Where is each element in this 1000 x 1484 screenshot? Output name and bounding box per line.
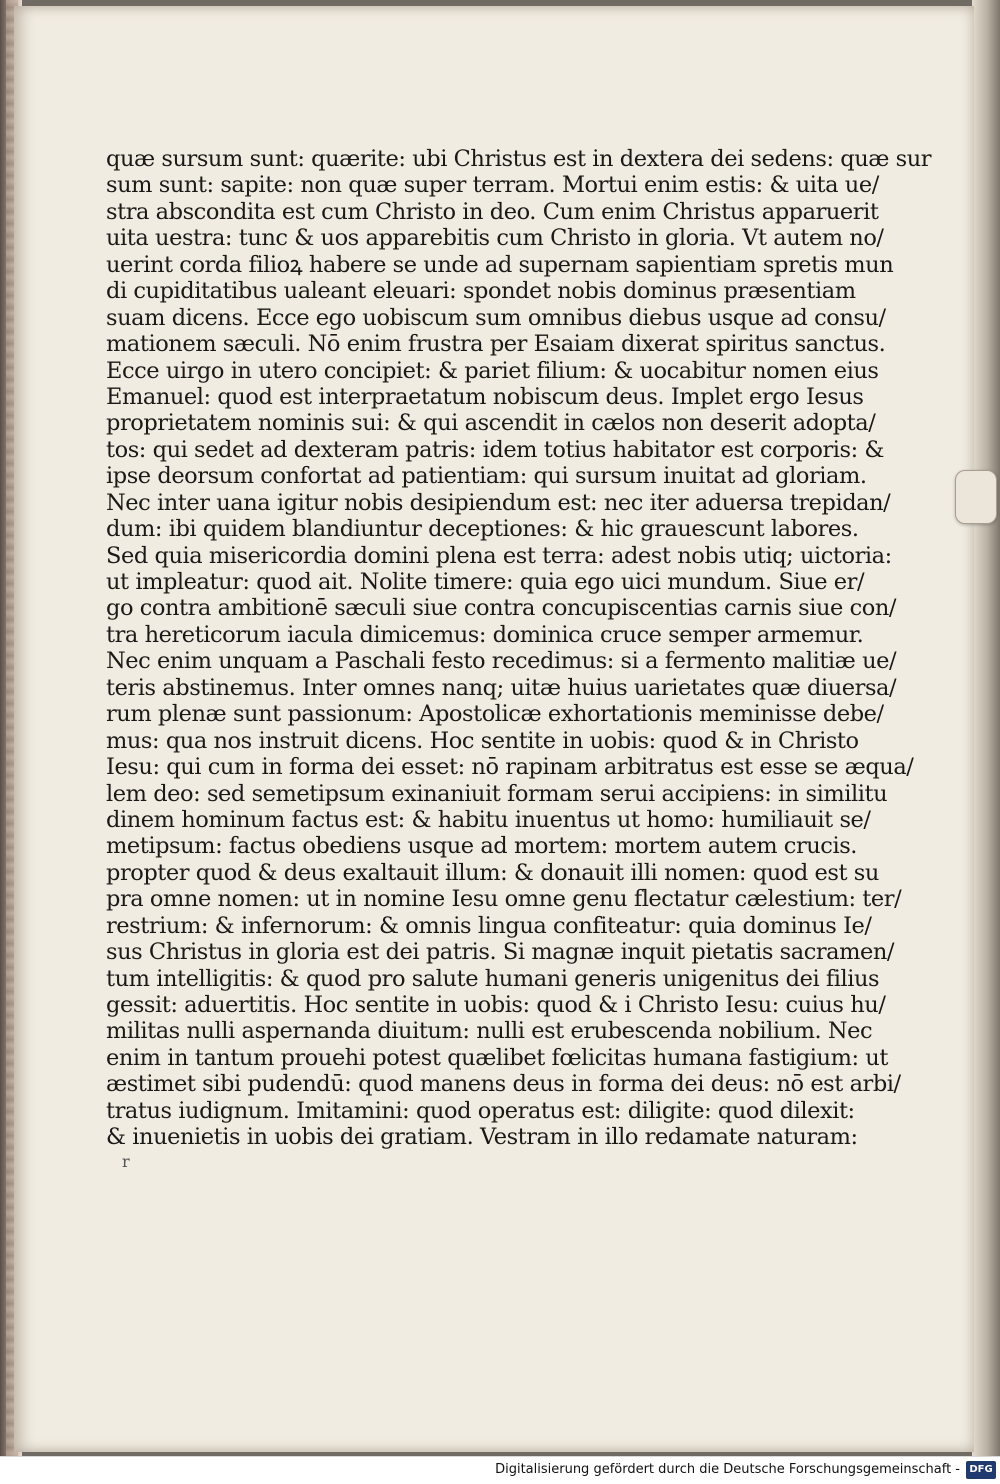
text-line: go contra ambitionē sæculi siue contra concupiscentias carnis siue con/ bbox=[106, 595, 896, 622]
text-line: proprietatem nominis sui: & qui ascendit in cælos non deserit adopta/ bbox=[106, 410, 876, 437]
text-line: tra hereticorum iacula dimicemus: dominica cruce semper armemur. bbox=[106, 621, 864, 648]
text-line: Sed quia misericordia domini plena est terra: adest nobis utiq; uictoria: bbox=[106, 542, 892, 569]
funding-credit-text: Digitalisierung gefördert durch die Deutsche Forschungsgemeinschaft - bbox=[495, 1462, 960, 1477]
text-line: tum intelligitis: & quod pro salute humani generis unigenitus dei filius bbox=[106, 965, 880, 992]
text-line: dinem hominum factus est: & habitu inuentus ut homo: humiliauit se/ bbox=[106, 806, 871, 833]
text-line: Nec enim unquam a Paschali festo recedimus: si a fermento malitiæ ue/ bbox=[106, 648, 897, 675]
text-line: & inuenietis in uobis dei gratiam. Vestram in illo redamate naturam: bbox=[106, 1124, 858, 1151]
text-line: rum plenæ sunt passionum: Apostolicæ exhortationis meminisse debe/ bbox=[106, 701, 884, 728]
text-line: stra abscondita est cum Christo in deo. Cum enim Christus apparuerit bbox=[106, 198, 879, 225]
text-line: propter quod & deus exaltauit illum: & donauit illi nomen: quod est su bbox=[106, 859, 879, 886]
text-line: æstimet sibi pudendū: quod manens deus in forma dei deus: nō est arbi/ bbox=[106, 1071, 901, 1098]
text-line: teris abstinemus. Inter omnes nanq; uitæ huius uarietates quæ diuersa/ bbox=[106, 674, 897, 701]
text-line: lem deo: sed semetipsum exinaniuit formam serui accipiens: in similitu bbox=[106, 780, 888, 807]
dfg-logo: DFG bbox=[966, 1461, 996, 1479]
text-line: uerint corda filioꝝ habere se unde ad supernam sapientiam spretis mun bbox=[106, 251, 894, 278]
text-line: sum sunt: sapite: non quæ super terram. Mortui enim estis: & uita ue/ bbox=[106, 172, 879, 199]
text-line: di cupiditatibus ualeant eleuari: spondet nobis dominus præsentiam bbox=[106, 278, 856, 305]
text-line: mus: qua nos instruit dicens. Hoc sentite in uobis: quod & in Christo bbox=[106, 727, 859, 754]
text-line: sus Christus in gloria est dei patris. Si magnæ inquit pietatis sacramen/ bbox=[106, 939, 895, 966]
text-line: tratus iudignum. Imitamini: quod operatus est: diligite: quod dilexit: bbox=[106, 1097, 855, 1124]
text-line: militas nulli aspernanda diuitum: nulli est erubescenda nobilium. Nec bbox=[106, 1018, 873, 1045]
text-line: tos: qui sedet ad dexteram patris: idem totius habitator est corporis: & bbox=[106, 436, 885, 463]
text-line: enim in tantum prouehi potest quælibet fœlicitas humana fastigium: ut bbox=[106, 1044, 888, 1071]
text-line: pra omne nomen: ut in nomine Iesu omne genu flectatur cælestium: ter/ bbox=[106, 886, 902, 913]
text-line: gessit: aduertitis. Hoc sentite in uobis: quod & i Christo Iesu: cuius hu/ bbox=[106, 992, 886, 1018]
incunable-text-block bbox=[106, 146, 932, 1151]
text-line: mationem sæculi. Nō enim frustra per Esaiam dixerat spiritus sanctus. bbox=[106, 331, 886, 358]
text-line: quæ sursum sunt: quærite: ubi Christus est in dextera dei sedens: quæ sur bbox=[106, 146, 932, 172]
book-fore-edge bbox=[972, 0, 1000, 1483]
text-line: restrium: & infernorum: & omnis lingua confiteatur: quia dominus Ie/ bbox=[106, 912, 872, 939]
digitization-footer bbox=[0, 1456, 1000, 1484]
text-line: Emanuel: quod est interpraetatum nobiscum deus. Implet ergo Iesus bbox=[106, 383, 864, 410]
text-line: ipse deorsum confortat ad patientiam: qui sursum inuitat ad gloriam. bbox=[106, 463, 867, 490]
text-line: metipsum: factus obediens usque ad mortem: mortem autem crucis. bbox=[106, 833, 857, 860]
page-tab-marker bbox=[955, 470, 997, 524]
text-line: suam dicens. Ecce ego uobiscum sum omnibus diebus usque ad consu/ bbox=[106, 304, 886, 331]
stray-pen-mark: r bbox=[122, 1152, 130, 1171]
text-line: uita uestra: tunc & uos apparebitis cum Christo in gloria. Vt autem no/ bbox=[106, 225, 884, 252]
text-line: Nec inter uana igitur nobis desipiendum est: nec iter aduersa trepidan/ bbox=[106, 489, 891, 516]
text-line: ut impleatur: quod ait. Nolite timere: quia ego uici mundum. Siue er/ bbox=[106, 569, 865, 595]
text-line: dum: ibi quidem blandiuntur deceptiones: & hic grauescunt labores. bbox=[106, 516, 859, 543]
text-line: Ecce uirgo in utero concipiet: & pariet filium: & uocabitur nomen eius bbox=[106, 357, 879, 384]
text-line: Iesu: qui cum in forma dei esset: nō rapinam arbitratus est esse se æqua/ bbox=[106, 754, 914, 781]
